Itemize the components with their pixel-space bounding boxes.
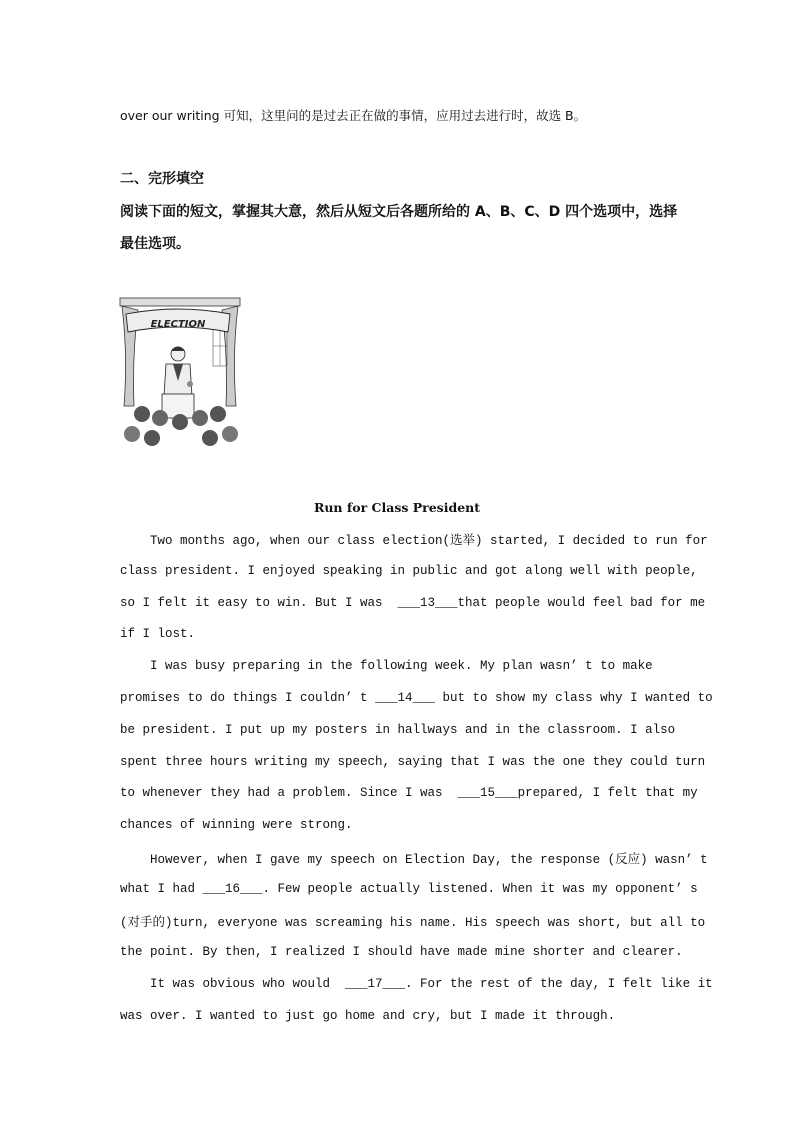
article-line: It was obvious who would ___17___. For the rest of the day, I felt like it (120, 977, 713, 991)
article-line: chances of winning were strong. (120, 818, 353, 832)
article-title: Run for Class President (313, 500, 481, 515)
article-line: was over. I wanted to just go home and cry, but I made it through. (120, 1009, 616, 1023)
article-line: what I had ___16___. Few people actually listened. When it was my opponent’ s (120, 882, 698, 896)
intro-line: over our writing 可知，这里问的是过去正在做的事情，应用过去进行时，故选 B。 (120, 108, 587, 123)
article-line: Two months ago, when our class election(选举) started, I decided to run for (120, 534, 708, 548)
article-line: class president. I enjoyed speaking in public and got along well with people, (120, 564, 698, 578)
article-line: be president. I put up my posters in hallways and in the classroom. I also (120, 723, 676, 737)
article-line: the point. By then, I realized I should have made mine shorter and clearer. (120, 945, 683, 959)
article-line: However, when I gave my speech on Election Day, the response (反应) wasn’ t (120, 853, 708, 867)
section-heading: 二、完形填空 (120, 171, 204, 187)
instruction-line-1: 阅读下面的短文，掌握其大意，然后从短文后各题所给的 A、B、C、D 四个选项中，选择 (120, 204, 678, 220)
instruction-line-2: 最佳选项。 (120, 236, 190, 252)
election-illustration (118, 296, 242, 448)
article-line: I was busy preparing in the following week. My plan wasn’ t to make (120, 659, 653, 673)
article-line: so I felt it easy to win. But I was ___13___that people would feel bad for me (120, 596, 706, 610)
article-line: if I lost. (120, 627, 196, 641)
banner-text: ELECTION (150, 319, 206, 330)
article-line: (对手的)turn, everyone was screaming his name. His speech was short, but all to (120, 916, 706, 930)
article-line: spent three hours writing my speech, saying that I was the one they could turn (120, 755, 706, 769)
article-line: promises to do things I couldn’ t ___14___ but to show my class why I wanted to (120, 691, 713, 705)
article-line: to whenever they had a problem. Since I was ___15___prepared, I felt that my (120, 786, 698, 800)
